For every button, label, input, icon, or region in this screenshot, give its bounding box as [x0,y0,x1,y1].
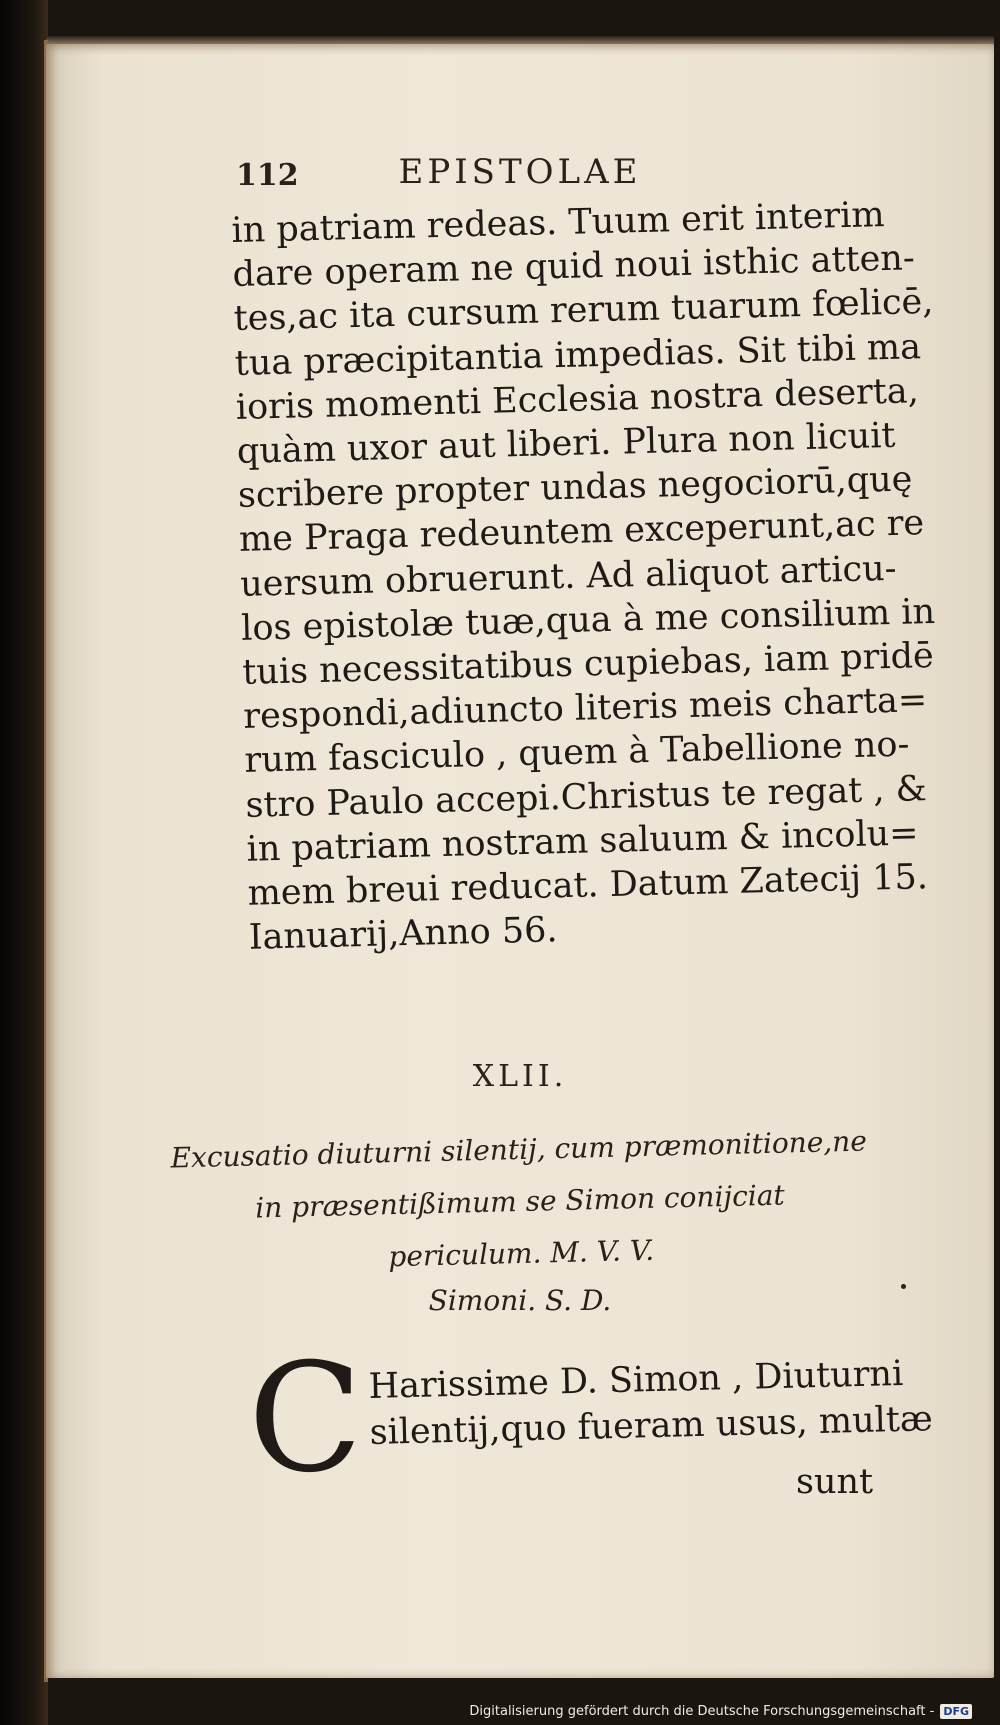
text-line: dare operam ne quid noui isthic atten- [232,238,916,296]
page-number: 112 [236,158,299,193]
text-line: tes,ac ita cursum rerum tuarum fœlicē, [233,282,934,340]
text-line: rum fasciculo , quem à Tabellione no- [244,725,910,782]
text-line: stro Paulo accepi.Christus te regat , & [245,768,928,826]
ink-dot [901,1284,906,1289]
summary-line: in præsentißimum se Simon conijciat [254,1178,786,1225]
salutation: Simoni. S. D. [428,1284,612,1317]
text-line: in patriam redeas. Tuum erit interim [231,195,885,251]
summary-line: periculum. M. V. V. [388,1233,655,1274]
text-line: me Praga redeuntem exceperunt,ac re [238,503,925,561]
catchword: sunt [796,1462,874,1502]
letter-opening [368,1349,990,1456]
text-line: tuis necessitatibus cupiebas, iam pridē [241,636,935,693]
text-line: mem breui reducat. Datum Zatecij 15. [247,857,929,914]
body-text [231,191,969,960]
text-line: Ianuarij,Anno 56. [248,910,558,959]
text-line: silentij,quo fueram usus, multæ [369,1399,934,1453]
book-spine-shadow [0,0,48,1725]
letter-summary [44,1112,996,1291]
dfg-logo: DFG [940,1704,972,1719]
text-line: respondi,adiuncto literis meis charta= [242,680,928,738]
running-head [46,152,994,196]
text-line: Harissime D. Simon , Diuturni [368,1353,904,1407]
text-line: ioris momenti Ecclesia nostra deserta, [235,371,920,428]
text-line: uersum obruerunt. Ad aliquot articu- [239,548,897,605]
digitization-credit [469,1704,972,1719]
text-line: in patriam nostram saluum & incolu= [246,813,919,870]
drop-capital: C [248,1332,363,1506]
credit-text: Digitalisierung gefördert durch die Deutsche Forschungsgemeinschaft - [469,1704,935,1719]
text-line: quàm uxor aut liberi. Plura non licuit [236,415,896,472]
letter-number-heading: XLII. [472,1059,568,1094]
text-line: tua præcipitantia impedias. Sit tibi ma [234,326,922,384]
running-head-title: EPISTOLAE [398,152,642,192]
text-line: scribere propter undas negociorū,quę [237,459,913,517]
summary-line: Excusatio diuturni silentij, cum præmonitione,ne [170,1124,868,1175]
book-page [46,44,994,1678]
text-line: los epistolæ tuæ,qua à me consilium in [240,591,936,649]
